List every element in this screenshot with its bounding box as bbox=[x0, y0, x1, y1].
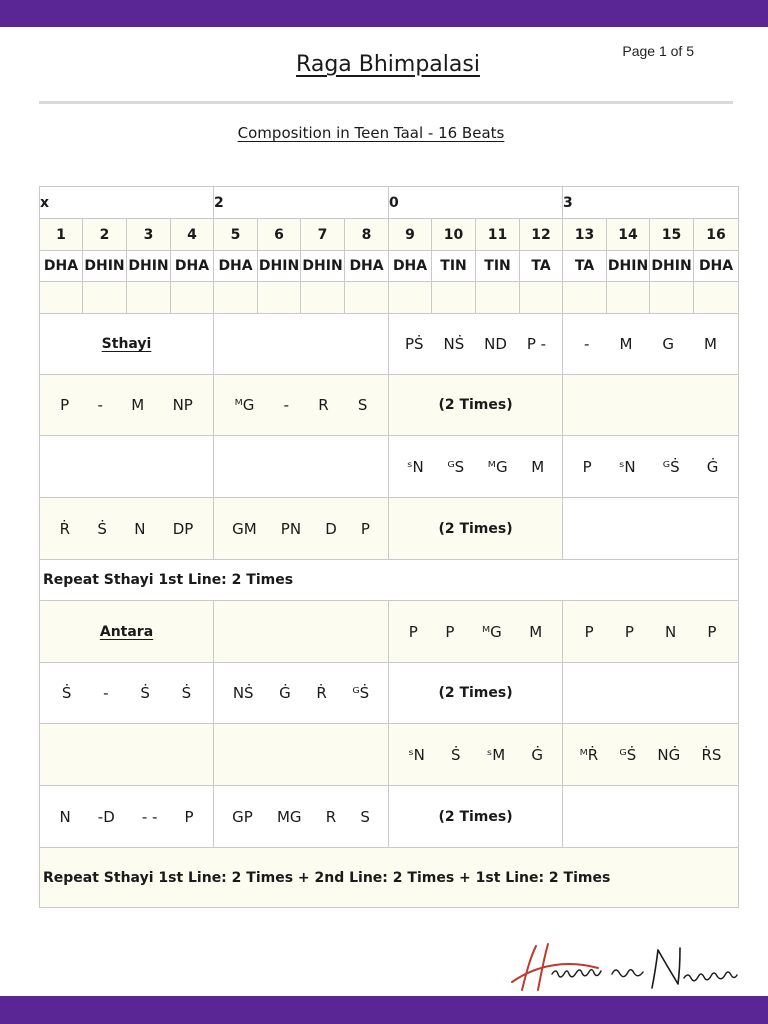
beat-number: 5 bbox=[214, 219, 258, 251]
note: Ġ bbox=[531, 745, 543, 764]
beat-number: 8 bbox=[345, 219, 389, 251]
empty-cell bbox=[563, 498, 739, 560]
note: -D bbox=[97, 807, 115, 826]
bol-cell: DHA bbox=[345, 251, 389, 282]
note: ᴹG bbox=[487, 457, 508, 476]
notes-group bbox=[40, 396, 213, 414]
bol-cell: DHA bbox=[389, 251, 432, 282]
bol-cell: DHA bbox=[694, 251, 739, 282]
bol-cell: DHA bbox=[171, 251, 214, 282]
beat-number: 13 bbox=[563, 219, 607, 251]
beat-number: 9 bbox=[389, 219, 432, 251]
note: ˢM bbox=[486, 745, 506, 764]
note: - bbox=[103, 684, 109, 702]
note: Ġ bbox=[706, 457, 719, 476]
taal-marks-row bbox=[40, 187, 739, 219]
empty-cell bbox=[214, 601, 389, 663]
beat-numbers-row bbox=[40, 219, 739, 251]
note: P bbox=[360, 519, 370, 538]
note: Ṡ bbox=[181, 684, 192, 702]
signature bbox=[508, 938, 748, 998]
notes-group bbox=[40, 684, 213, 702]
note: ˢN bbox=[618, 457, 636, 476]
notes-group bbox=[214, 396, 388, 414]
note: N bbox=[59, 807, 71, 826]
bol-cell: DHIN bbox=[650, 251, 694, 282]
sthayi-line-4 bbox=[40, 498, 739, 560]
note: DP bbox=[172, 519, 194, 538]
tali-mark-3: 3 bbox=[563, 187, 739, 219]
beat-number: 3 bbox=[127, 219, 171, 251]
notes-group bbox=[563, 458, 738, 476]
beat-number: 2 bbox=[83, 219, 127, 251]
beat-number: 12 bbox=[520, 219, 563, 251]
note: Ṡ bbox=[140, 684, 150, 702]
bol-cell: DHIN bbox=[607, 251, 650, 282]
notes-group bbox=[563, 335, 738, 353]
repeat-instruction: Repeat Sthayi 1st Line: 2 Times bbox=[40, 560, 739, 601]
notes-group bbox=[389, 746, 562, 764]
note: S bbox=[357, 396, 368, 414]
note: R bbox=[325, 807, 337, 826]
bottom-color-band bbox=[0, 996, 768, 1024]
antara-line-1 bbox=[40, 601, 739, 663]
note: P - bbox=[526, 335, 547, 353]
beat-number: 1 bbox=[40, 219, 83, 251]
beat-number: 10 bbox=[432, 219, 476, 251]
bol-cell: TIN bbox=[432, 251, 476, 282]
notes-group bbox=[214, 808, 388, 826]
top-color-band bbox=[0, 0, 768, 27]
note: - bbox=[584, 335, 590, 353]
antara-line-3 bbox=[40, 724, 739, 786]
sthayi-line-2 bbox=[40, 375, 739, 436]
antara-heading: Antara bbox=[40, 601, 214, 663]
note: PN bbox=[280, 519, 302, 538]
bols-row bbox=[40, 251, 739, 282]
note: ṘS bbox=[701, 745, 722, 764]
repeat-count: (2 Times) bbox=[389, 375, 563, 436]
note: P bbox=[408, 622, 418, 641]
khali-mark: 0 bbox=[389, 187, 563, 219]
note: ᴹG bbox=[481, 622, 502, 641]
note: - bbox=[283, 396, 290, 414]
bol-cell: DHIN bbox=[258, 251, 301, 282]
beat-number: 15 bbox=[650, 219, 694, 251]
note: P bbox=[445, 622, 455, 641]
empty-cell bbox=[563, 786, 739, 848]
sthayi-heading: Sthayi bbox=[40, 314, 214, 375]
final-repeat-instruction: Repeat Sthayi 1st Line: 2 Times + 2nd Line: 2 Times + 1st Line: 2 Times bbox=[40, 848, 739, 908]
note: ˢN bbox=[408, 745, 425, 764]
note: ᴳS bbox=[447, 457, 465, 476]
note: P bbox=[624, 622, 634, 641]
final-repeat-instruction-row bbox=[40, 848, 739, 908]
note: ND bbox=[484, 335, 507, 353]
notes-group bbox=[389, 335, 562, 353]
note: NṠ bbox=[443, 335, 465, 353]
notes-group bbox=[40, 808, 213, 826]
composition-table bbox=[39, 186, 739, 908]
notes-group bbox=[563, 623, 738, 641]
beat-number: 4 bbox=[171, 219, 214, 251]
note: GP bbox=[232, 807, 253, 826]
notes-group bbox=[214, 684, 388, 702]
empty-cell bbox=[214, 314, 389, 375]
note: S bbox=[360, 807, 370, 826]
note: Ṡ bbox=[97, 519, 107, 538]
empty-cell bbox=[40, 436, 214, 498]
note: ᴹṘ bbox=[579, 745, 599, 764]
page-number: Page 1 of 5 bbox=[622, 43, 694, 59]
bol-cell: TA bbox=[563, 251, 607, 282]
notes-group bbox=[389, 458, 562, 476]
antara-line-2 bbox=[40, 663, 739, 724]
beat-number: 7 bbox=[301, 219, 345, 251]
empty-cell bbox=[563, 375, 739, 436]
beat-number: 11 bbox=[476, 219, 520, 251]
note: ˢN bbox=[406, 457, 424, 476]
note: P bbox=[582, 457, 592, 476]
note: P bbox=[707, 622, 717, 641]
repeat-count: (2 Times) bbox=[389, 498, 563, 560]
notes-group bbox=[214, 520, 388, 538]
composition-subtitle: Composition in Teen Taal - 16 Beats bbox=[237, 124, 505, 142]
notes-group bbox=[563, 746, 738, 764]
note: M bbox=[704, 335, 717, 353]
bol-cell: DHIN bbox=[127, 251, 171, 282]
blank-row bbox=[40, 282, 739, 314]
note: - bbox=[97, 396, 103, 414]
title-divider bbox=[39, 101, 733, 104]
notes-group bbox=[40, 520, 213, 538]
bol-cell: DHIN bbox=[301, 251, 345, 282]
note: R bbox=[318, 396, 329, 414]
note: Ṙ bbox=[316, 684, 327, 702]
beat-number: 16 bbox=[694, 219, 739, 251]
tali-mark-2: 2 bbox=[214, 187, 389, 219]
sthayi-line-3 bbox=[40, 436, 739, 498]
repeat-count: (2 Times) bbox=[389, 663, 563, 724]
note: M bbox=[529, 622, 543, 641]
bol-cell: DHIN bbox=[83, 251, 127, 282]
bol-cell: TIN bbox=[476, 251, 520, 282]
note: Ġ bbox=[279, 684, 291, 702]
note: Ṡ bbox=[61, 684, 72, 702]
empty-cell bbox=[214, 436, 389, 498]
note: ᴳṠ bbox=[662, 457, 680, 476]
repeat-count: (2 Times) bbox=[389, 786, 563, 848]
note: PṠ bbox=[404, 335, 424, 353]
note: D bbox=[325, 519, 337, 538]
bol-cell: DHA bbox=[214, 251, 258, 282]
beat-number: 14 bbox=[607, 219, 650, 251]
bol-cell: DHA bbox=[40, 251, 83, 282]
note: P bbox=[60, 396, 70, 414]
note: M bbox=[531, 457, 545, 476]
empty-cell bbox=[563, 663, 739, 724]
bol-cell: TA bbox=[520, 251, 563, 282]
note: P bbox=[184, 807, 194, 826]
note: NṠ bbox=[232, 684, 254, 702]
note: NP bbox=[172, 396, 193, 414]
page-title: Raga Bhimpalasi bbox=[296, 52, 480, 77]
note: N bbox=[134, 519, 146, 538]
note: ᴹG bbox=[234, 396, 255, 414]
notes-group bbox=[389, 623, 562, 641]
sam-mark: x bbox=[40, 187, 214, 219]
note: M bbox=[131, 396, 145, 414]
note: G bbox=[662, 335, 675, 353]
sthayi-line-1 bbox=[40, 314, 739, 375]
antara-line-4 bbox=[40, 786, 739, 848]
empty-cell bbox=[40, 724, 214, 786]
note: Ṡ bbox=[451, 745, 461, 764]
note: M bbox=[619, 335, 633, 353]
note: ᴳṠ bbox=[352, 684, 370, 702]
repeat-instruction-row bbox=[40, 560, 739, 601]
note: - - bbox=[141, 807, 158, 826]
beat-number: 6 bbox=[258, 219, 301, 251]
note: GM bbox=[232, 519, 257, 538]
note: P bbox=[584, 622, 594, 641]
note: ᴳṠ bbox=[619, 745, 637, 764]
note: N bbox=[665, 622, 677, 641]
note: MG bbox=[276, 807, 302, 826]
note: NĠ bbox=[657, 745, 681, 764]
empty-cell bbox=[214, 724, 389, 786]
note: Ṙ bbox=[59, 519, 71, 538]
